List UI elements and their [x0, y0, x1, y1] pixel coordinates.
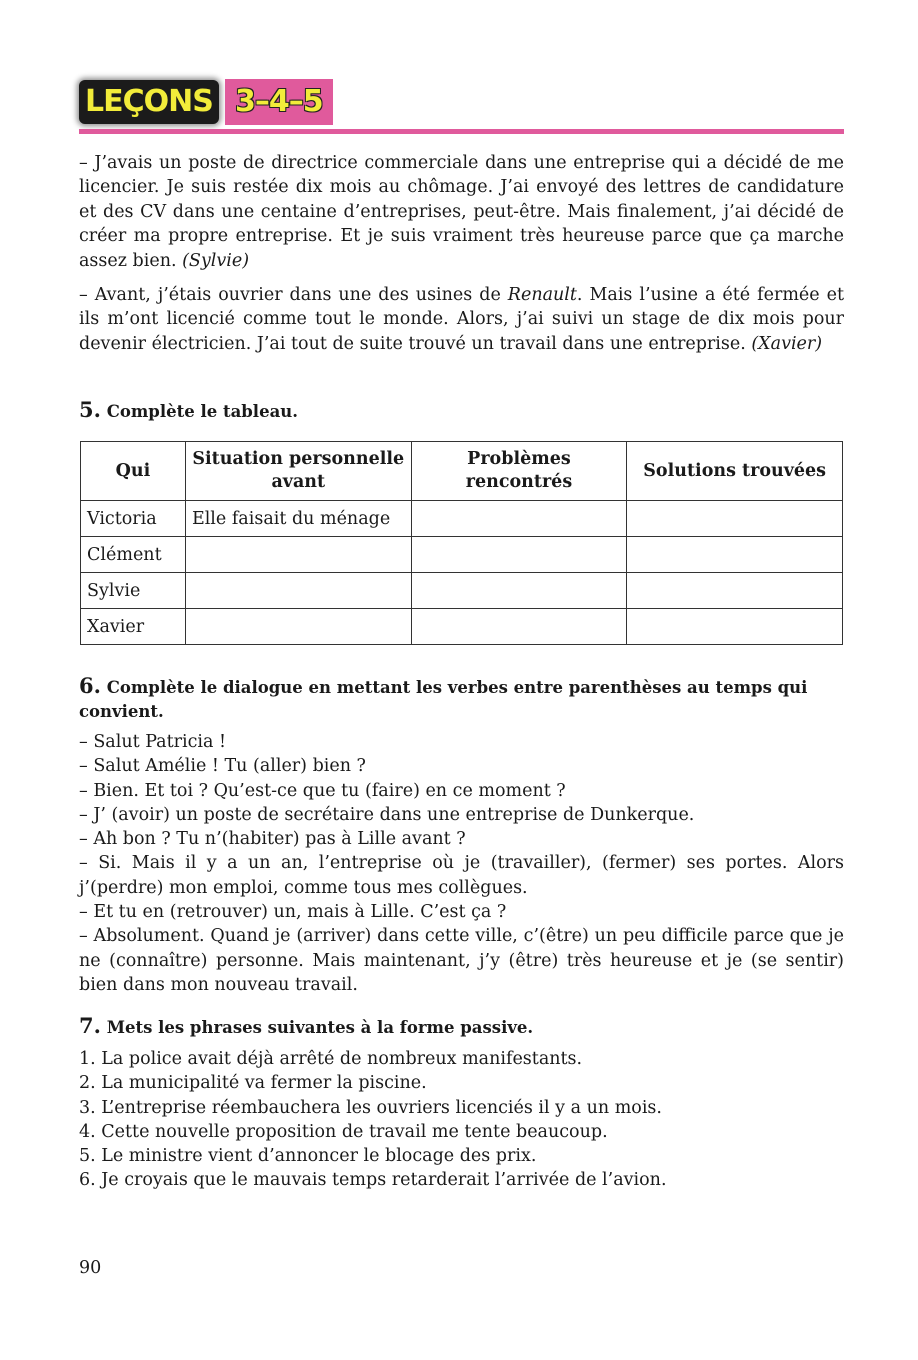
list-item: 6. Je croyais que le mauvais temps retarderait l’arrivée de l’avion.: [79, 1170, 667, 1191]
dialogue-line: – Salut Patricia !: [79, 732, 227, 752]
dialogue-line: – J’ (avoir) un poste de secrétaire dans une entreprise de Dunkerque.: [79, 804, 695, 825]
table-cell[interactable]: [185, 573, 411, 609]
header-divider: [79, 129, 844, 134]
exercise-5-table: [80, 441, 843, 645]
exercise-instruction: Complète le dialogue en mettant les verbes entre parenthèses au temps qui convient.: [79, 678, 808, 721]
exercise-6-title: [79, 674, 844, 724]
lesson-header: [79, 80, 844, 130]
dialogue-line: – Et tu en (retrouver) un, mais à Lille. C’est ça ?: [79, 902, 507, 923]
exercise-number: 5.: [79, 397, 101, 422]
table-header-cell: Qui: [81, 442, 186, 501]
dialogue-line: – Si. Mais il y a un an, l’entreprise où je (travailler), (fermer) ses portes. Alors j’(perdre) mon emploi, comme tous mes collègues.: [79, 853, 844, 898]
exercise-7-title: [79, 1014, 844, 1040]
table-row: [81, 573, 843, 609]
table-cell: Xavier: [81, 609, 186, 645]
dialogue-line: – Bien. Et toi ? Qu’est-ce que tu (faire) en ce moment ?: [79, 780, 566, 801]
table-cell[interactable]: [627, 537, 843, 573]
list-item: 4. Cette nouvelle proposition de travail me tente beaucoup.: [79, 1121, 608, 1142]
table-header-cell: Solutions trouvées: [627, 442, 843, 501]
table-cell[interactable]: [185, 609, 411, 645]
table-cell[interactable]: [627, 573, 843, 609]
page-number: 90: [79, 1258, 102, 1278]
testimony-text: – J’avais un poste de directrice commerciale dans une entreprise qui a décidé de me licencier. Je suis restée dix mois au chômage. J’ai envoyé des lettres de candidature et des CV dans une centaine d’entreprises, peut-être. Mais finalement, j’ai décidé de créer ma propre entreprise. Et je suis vraiment très heureuse parce que ça marche assez bien.: [79, 153, 844, 271]
table-cell[interactable]: [411, 609, 627, 645]
exercise-5-title: [79, 398, 844, 424]
table-cell[interactable]: [411, 537, 627, 573]
table-cell[interactable]: [185, 537, 411, 573]
dialogue: [79, 730, 844, 997]
list-item: 5. Le ministre vient d’annoncer le blocage des prix.: [79, 1146, 537, 1167]
table-row: [81, 501, 843, 537]
testimony-text-cont: . Mais l’usine a été fermée et ils m’ont licencié comme tout le monde. Alors, j’ai suivi un stage de dix mois pour devenir électricien. J’ai tout de suite trouvé un travail dans une entreprise.: [79, 285, 844, 354]
testimony-text: – Avant, j’étais ouvrier dans une des usines de: [79, 285, 508, 305]
table-cell[interactable]: [411, 573, 627, 609]
testimony-xavier: [79, 283, 844, 356]
lessons-label: LEÇONS: [79, 80, 219, 124]
table-row: [81, 609, 843, 645]
testimony-sylvie: [79, 151, 844, 273]
lessons-range-badge: 3–4–5: [225, 79, 333, 125]
list-item: 3. L’entreprise réembauchera les ouvriers licenciés il y a un mois.: [79, 1097, 662, 1118]
list-item: 1. La police avait déjà arrêté de nombreux manifestants.: [79, 1049, 583, 1069]
exercise-number: 6.: [79, 673, 101, 698]
exercise-instruction: Mets les phrases suivantes à la forme passive.: [106, 1018, 534, 1037]
exercise-number: 7.: [79, 1013, 101, 1038]
table-header-row: [81, 442, 843, 501]
table-cell[interactable]: [627, 609, 843, 645]
dialogue-line: – Ah bon ? Tu n’(habiter) pas à Lille avant ?: [79, 829, 466, 850]
testimony-author: (Sylvie): [182, 250, 250, 271]
dialogue-line: – Absolument. Quand je (arriver) dans cette ville, c’(être) un peu difficile parce que je ne (connaître) personne. Mais maintenant, j’y (être) très heureuse et je (se sentir) bien dans mon nouveau travail.: [79, 926, 844, 995]
sentence-list: [79, 1047, 844, 1193]
table-header-cell: Situation personnelle avant: [185, 442, 411, 501]
table-cell: Sylvie: [81, 573, 186, 609]
table-cell: Elle faisait du ménage: [185, 501, 411, 537]
list-item: 2. La municipalité va fermer la piscine.: [79, 1073, 427, 1094]
testimony-author: (Xavier): [751, 333, 823, 354]
table-cell[interactable]: [627, 501, 843, 537]
brand-name: Renault: [507, 285, 577, 305]
table-row: [81, 537, 843, 573]
table-cell[interactable]: [411, 501, 627, 537]
table-cell: Clément: [81, 537, 186, 573]
dialogue-line: – Salut Amélie ! Tu (aller) bien ?: [79, 756, 366, 777]
exercise-instruction: Complète le tableau.: [106, 402, 299, 421]
table-header-cell: Problèmes rencontrés: [411, 442, 627, 501]
table-cell: Victoria: [81, 501, 186, 537]
